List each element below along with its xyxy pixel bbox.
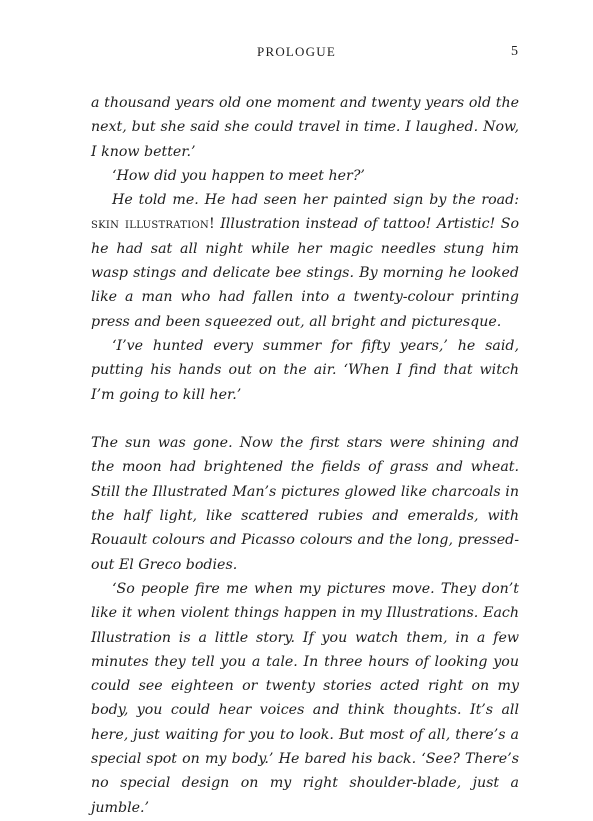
- paragraph-hunted: ‘I’ve hunted every summer for fifty years,’ he said, putting his hands out on the air. ‘When I find that witch I’m going to kill her.’: [91, 337, 519, 403]
- body-text: [91, 91, 519, 820]
- page-number: 5: [511, 44, 518, 59]
- running-head: [0, 44, 593, 64]
- sign-intro: He told me. He had seen her painted sign by the road:: [112, 192, 519, 209]
- paragraph-sun-gone: The sun was gone. Now the first stars were shining and the moon had brightened the fields of grass and wheat. Still the Illustrated Man’s pictures glowed like charcoals in the half light, like scattered rubies and emeralds, with Rouault colours and Picasso colours and the long, pressed-out El Greco bodies.: [91, 435, 519, 573]
- sign-punctuation: !: [209, 216, 215, 233]
- sign-text: skin illustration: [91, 216, 210, 233]
- running-title: PROLOGUE: [257, 44, 336, 59]
- sign-rest: Illustration instead of tattoo! Artistic! So he had sat all night while her magic needles stung him wasp stings and delicate bee stings. By morning he looked like a man who had fallen into a twenty-colour printing press and been squeezed out, all bright and picturesque.: [91, 216, 519, 330]
- paragraph-continued: a thousand years old one moment and twenty years old the next, but she said she could travel in time. I laughed. Now, I know better.’: [91, 95, 519, 160]
- paragraph-sign: [91, 188, 519, 334]
- paragraph-fire-me: ‘So people fire me when my pictures move. They don’t like it when violent things happen in my Illustrations. Each Illustration is a little story. If you watch them, in a few minutes they tell you a tale. In three hours of looking you could see eighteen or twenty stories acted right on my body, you could hear voices and think thoughts. It’s all here, just waiting for you to look. But most of all, there’s a special spot on my body.’ He bared his back. ‘See? There’s no special design on my right shoulder-blade, just a jumble.’: [91, 580, 519, 816]
- paragraph-question: ‘How did you happen to meet her?’: [112, 167, 365, 184]
